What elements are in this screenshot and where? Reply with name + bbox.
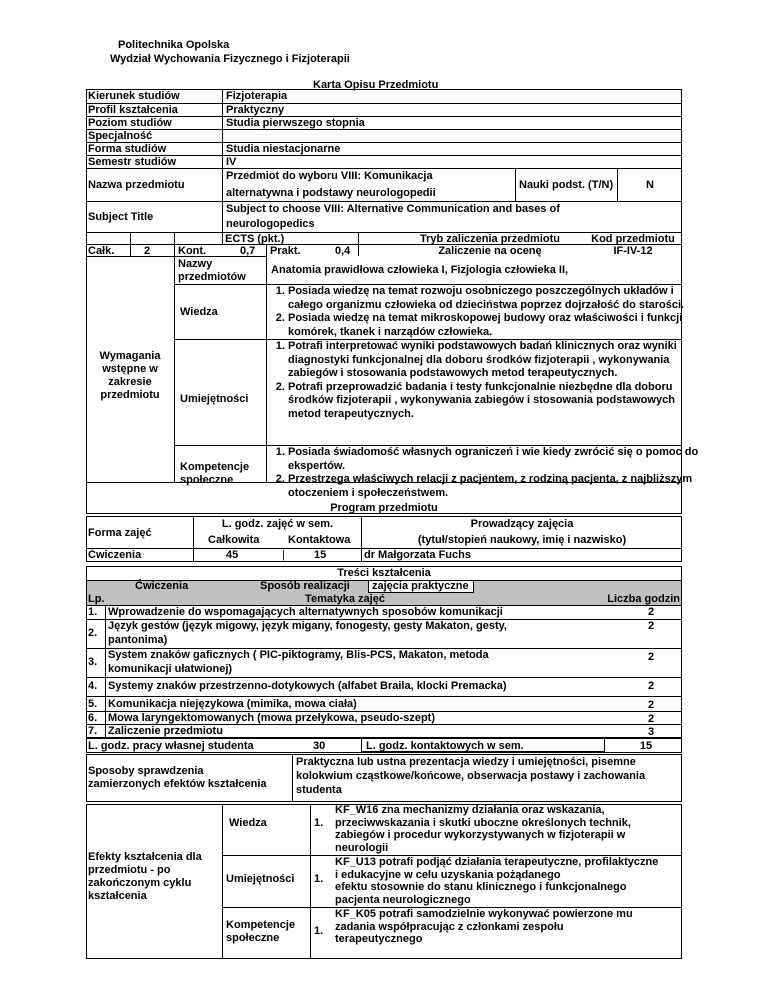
sposoby-line-1: Praktyczna lub ustna prezentacja wiedzy i umiejętności, pisemne: [296, 756, 636, 768]
nazwy-label-1: Nazwy: [178, 258, 213, 270]
wymagania-umiejetnosci-list: [266, 340, 704, 421]
list-item: 2. Przestrzega właściwych relacji z pacjentem, z rodziną pacjenta, z najbliższym otoczeniem i społeczeństwem.: [288, 473, 704, 500]
tematyka-header: Tematyka zajęć: [305, 593, 385, 605]
topic-text-cont: komunikacji ułatwionej): [108, 663, 233, 675]
forma-zajec-label: Forma zajęć: [88, 527, 152, 539]
sposob-realizacji-label: Sposób realizacji: [260, 580, 350, 592]
efekty-kompetencje-label-1: Kompetencje: [226, 919, 296, 931]
wymagania-kompetencje-label-1: Kompetencje: [180, 461, 250, 473]
nazwa-przedmiotu-label: Nazwa przedmiotu: [88, 179, 185, 191]
ects-label: ECTS (pkt.): [225, 233, 285, 245]
lgodz-label: L. godz. zajęć w sem.: [221, 518, 334, 530]
subject-title-line2: neurologopedics: [226, 218, 315, 230]
cwiczenia-kontaktowa: 15: [314, 549, 327, 561]
list-item: 1. Posiada wiedzę na temat rozwoju osobniczego poszczególnych układów i całego organizmu człowieka od dzieciństwa poprzez dojrzałość do starości.: [288, 285, 704, 312]
topic-text: Język gestów (język migowy, język migany, fonogesty, gesty Makaton, gesty,: [108, 620, 507, 632]
document-title: Karta Opisu Przedmiotu: [313, 79, 439, 91]
topic-lp: 7.: [88, 725, 98, 737]
ects-prakt-value: 0,4: [335, 245, 351, 257]
topic-hours: 2: [647, 699, 655, 711]
godz-kontaktowe-value: 15: [639, 740, 653, 752]
kod-przedmiotu-value: IF-IV-12: [613, 245, 653, 257]
efekty-wiedza-text: KF_W16 zna mechanizmy działania oraz wskazania, przeciwwskazania i skutki uboczne określonych technik, zabiegów i procedur wykorzystywanych w fizjoterapii w neurologii: [335, 804, 631, 854]
wymagania-wiedza-list: [266, 285, 704, 339]
wymagania-wiedza-label: Wiedza: [180, 306, 218, 318]
topic-text: Komunikacja niejęzykowa (mimika, mowa ciała): [108, 698, 357, 710]
topic-text: Zaliczenie przedmiotu: [108, 725, 223, 737]
tryb-zaliczenia-label: Tryb zaliczenia przedmiotu: [420, 233, 560, 245]
topic-lp: 6.: [88, 712, 98, 724]
subject-title-label: Subject Title: [88, 211, 154, 223]
program-przedmiotu-title: Program przedmiotu: [330, 502, 438, 514]
efekty-umiejetnosci-num: 1.: [314, 873, 324, 885]
sposob-realizacji-value: zajęcia praktyczne: [372, 580, 469, 592]
topic-hours: 3: [647, 726, 655, 738]
topic-text: Mowa laryngektomowanych (mowa przełykowa, pseudo-szept): [108, 712, 436, 724]
sposoby-label-1: Sposoby sprawdzenia: [88, 765, 204, 777]
kontaktowa-label: Kontaktowa: [288, 534, 351, 546]
topic-hours: 2: [647, 713, 655, 725]
university-name: Politechnika Opolska: [118, 39, 230, 51]
list-item: 1. Posiada świadomość własnych ograniczeń i wie kiedy zwrócić się o pomoc do ekspertów.: [288, 446, 704, 473]
topic-lp: 5.: [88, 698, 98, 710]
efekty-kompetencje-num: 1.: [314, 925, 324, 937]
forma-studiow-value: Studia niestacjonarne: [226, 143, 341, 155]
nazwy-label-2: przedmiotów: [178, 271, 246, 283]
semestr-label: Semestr studiów: [88, 156, 177, 168]
praca-wlasna-label: L. godz. pracy własnej studenta: [88, 740, 254, 752]
semestr-value: IV: [226, 156, 237, 168]
specjalnosc-label: Specjalność: [88, 130, 153, 142]
wymagania-kompetencje-list: [266, 446, 704, 500]
topic-hours: 2: [647, 651, 655, 663]
list-item: 1. Potrafi interpretować wyniki podstawowych badań klinicznych oraz wyniki diagnostyki funkcjonalnej dla doboru środków fizjoterapii , wykonywania zabiegów i stosowania podstawowych metod terapeutycznych.: [288, 340, 704, 381]
topic-hours: 2: [647, 606, 655, 618]
tryb-zaliczenia-value: Zaliczenie na ocenę: [438, 245, 542, 257]
efekty-umiejetnosci-label: Umiejętności: [226, 873, 295, 885]
efekty-wiedza-num: 1.: [314, 817, 324, 829]
forma-studiow-label: Forma studiów: [88, 143, 167, 155]
nazwy-przedmiotow-value: Anatomia prawidłowa człowieka I, Fizjologia człowieka II,: [271, 264, 569, 276]
list-item: 2. Posiada wiedzę na temat mikroskopowej budowy oraz właściwości i funkcji komórek, tkanek i narządów człowieka.: [288, 312, 704, 339]
nazwa-przedmiotu-line2: alternatywna i podstawy neurologopedii: [226, 187, 436, 199]
nazwa-przedmiotu-line1: Przedmiot do wyboru VIII: Komunikacja: [226, 170, 433, 182]
sposoby-label-2: zamierzonych efektów kształcenia: [88, 778, 267, 790]
efekty-group-label: Efekty kształcenia dla przedmiotu - po zakończonym cyklu kształcenia: [88, 851, 202, 902]
efekty-umiejetnosci-text: KF_U13 potrafi podjąć działania terapeutyczne, profilaktyczne i edukacyjne w celu uzyskania pożądanego efektu stosownie do stanu klinicznego i funkcjonalnego pacjenta neurologicznego: [335, 856, 659, 906]
kierunek-label: Kierunek studiów: [88, 90, 180, 102]
poziom-value: Studia pierwszego stopnia: [226, 117, 365, 129]
efekty-wiedza-label: Wiedza: [229, 817, 267, 829]
lp-header: Lp.: [88, 593, 105, 605]
kod-przedmiotu-label: Kod przedmiotu: [591, 233, 675, 245]
ects-kont-value: 0,7: [240, 245, 256, 257]
tresci-cwiczenia-label: Ćwiczenia: [135, 580, 189, 592]
sposoby-line-2: kolokwium cząstkowe/końcowe, obserwacja postawy i zachowania: [296, 770, 646, 782]
efekty-kompetencje-label-2: społeczne: [226, 932, 280, 944]
profil-label: Profil kształcenia: [88, 104, 178, 116]
topic-text-cont: pantonima): [108, 634, 168, 646]
poziom-label: Poziom studiów: [88, 117, 172, 129]
topic-text: Systemy znaków przestrzenno-dotykowych (alfabet Braila, klocki Premacka): [108, 680, 507, 692]
kierunek-value: Fizjoterapia: [226, 90, 288, 102]
nauki-podst-label: Nauki podst. (T/N): [519, 179, 614, 191]
profil-value: Praktyczny: [226, 104, 285, 116]
cwiczenia-row-label: Ćwiczenia: [88, 549, 142, 561]
topic-lp: 1.: [88, 606, 98, 618]
liczba-godzin-header: Liczba godzin: [607, 593, 680, 605]
sposoby-line-3: studenta: [296, 784, 342, 796]
calkowita-label: Całkowita: [208, 534, 260, 546]
wymagania-group-label: Wymagania wstępne w zakresie przedmiotu: [99, 350, 161, 401]
list-item: 2. Potrafi przeprowadzić badania i testy funkcjonalnie niezbędne dla doboru środków fizjoterapii , wykonywania zabiegów i stosowania podstawowych metod terapeutycznych.: [288, 381, 704, 422]
tresci-title: Treści kształcenia: [337, 567, 431, 579]
cwiczenia-separator: |: [282, 549, 285, 561]
cwiczenia-prowadzacy: dr Małgorzata Fuchs: [364, 549, 471, 561]
ects-calk-value: 2: [144, 245, 151, 257]
faculty-name: Wydział Wychowania Fizycznego i Fizjoterapii: [110, 53, 350, 65]
topic-hours: 2: [647, 680, 655, 692]
nauki-podst-value: N: [646, 179, 654, 191]
cwiczenia-calkowita: 45: [226, 549, 239, 561]
ects-calk-label: Całk.: [88, 245, 115, 257]
prowadzacy-label-1: Prowadzący zajęcia: [470, 518, 574, 530]
praca-wlasna-value: 30: [313, 740, 326, 752]
topic-lp: 2.: [88, 627, 98, 639]
subject-title-line1: Subject to choose VIII: Alternative Communication and bases of: [226, 203, 560, 215]
ects-kont-label: Kont.: [178, 245, 207, 257]
ects-prakt-label: Prakt.: [270, 245, 301, 257]
prowadzacy-label-2: (tytuł/stopień naukowy, imię i nazwisko): [417, 534, 627, 546]
topic-text: Wprowadzenie do wspomagających alternatywnych sposobów komunikacji: [108, 606, 503, 618]
wymagania-kompetencje-label-2: społeczne: [180, 474, 234, 486]
topic-text: System znaków gaficznych ( PIC-piktogramy, Blis-PCS, Makaton, metoda: [108, 649, 489, 661]
topic-hours: 2: [647, 620, 655, 632]
godz-kontaktowe-label: L. godz. kontaktowych w sem.: [366, 740, 524, 752]
topic-lp: 3.: [88, 656, 98, 668]
topic-lp: 4.: [88, 680, 98, 692]
efekty-kompetencje-text: KF_K05 potrafi samodzielnie wykonywać powierzone mu zadania współpracując z członkami zespołu terapeutycznego: [335, 908, 633, 945]
wymagania-umiejetnosci-label: Umiejętności: [180, 393, 249, 405]
